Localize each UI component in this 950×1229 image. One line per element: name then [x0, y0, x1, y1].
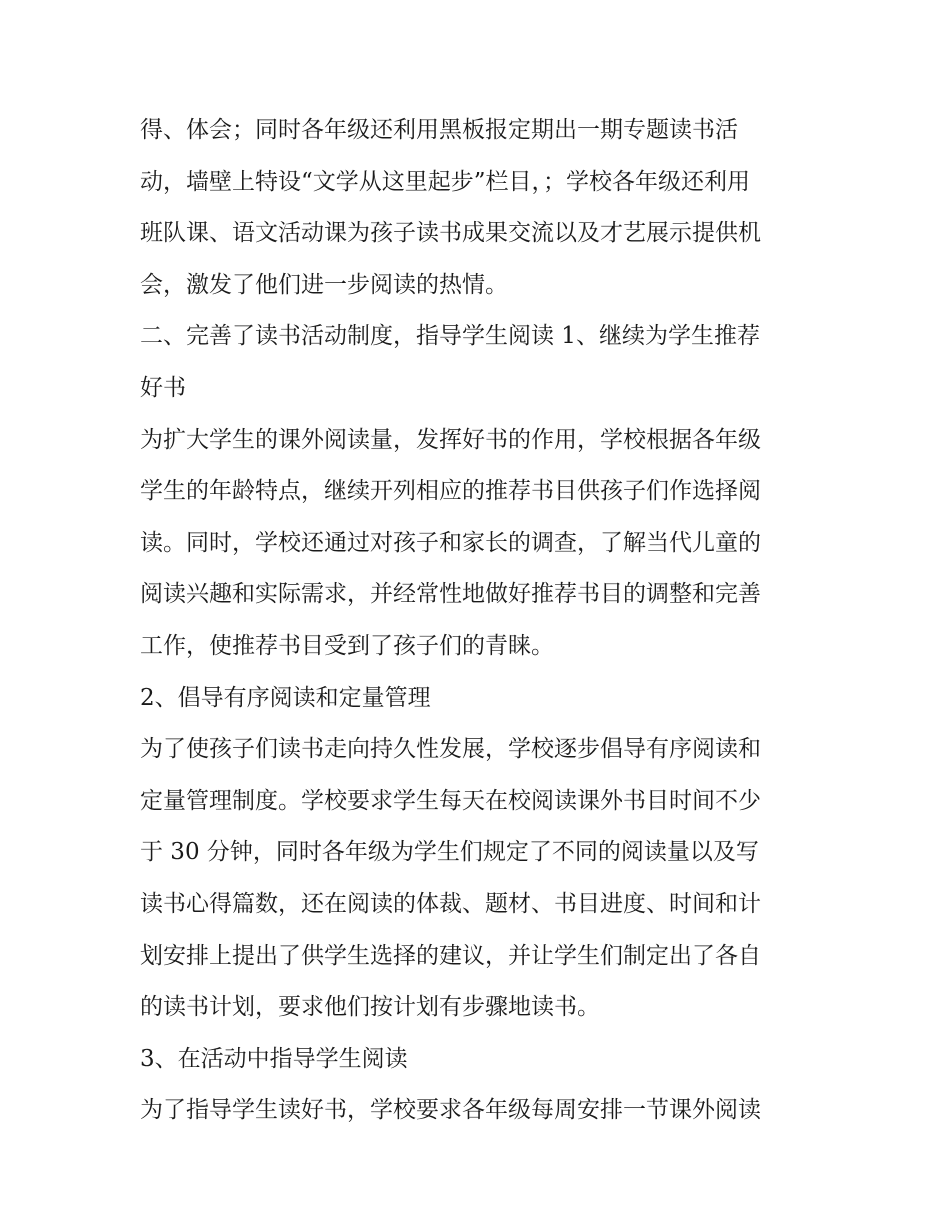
text-line: 阅读兴趣和实际需求，并经常性地做好推荐书目的调整和完善 — [140, 581, 761, 608]
document-body — [140, 105, 820, 1137]
section-heading-line: 好书 — [140, 374, 186, 401]
subheading-line: 2、倡导有序阅读和定量管理 — [140, 684, 431, 711]
text-line: 动，墙壁上特设“文学从这里起步”栏目，；学校各年级还利用 — [140, 168, 751, 195]
subheading-line: 3、在活动中指导学生阅读 — [140, 1045, 408, 1072]
text-line: 为了指导学生读好书，学校要求各年级每周安排一节课外阅读 — [140, 1097, 761, 1124]
text-line: 为了使孩子们读书走向持久性发展，学校逐步倡导有序阅读和 — [140, 736, 761, 763]
text-line: 于 30 分钟，同时各年级为学生们规定了不同的阅读量以及写 — [140, 839, 759, 866]
text-line: 工作，使推荐书目受到了孩子们的青睐。 — [140, 632, 554, 659]
text-line: 班队课、语文活动课为孩子读书成果交流以及才艺展示提供机 — [140, 220, 761, 247]
text-line: 学生的年龄特点，继续开列相应的推荐书目供孩子们作选择阅 — [140, 478, 761, 505]
section-heading-line: 二、完善了读书活动制度，指导学生阅读 1、继续为学生推荐 — [140, 323, 760, 350]
text-line: 读。同时，学校还通过对孩子和家长的调查，了解当代儿童的 — [140, 529, 761, 556]
text-line: 会，激发了他们进一步阅读的热情。 — [140, 271, 508, 298]
text-line: 定量管理制度。学校要求学生每天在校阅读课外书目时间不少 — [140, 787, 761, 814]
text-line: 划安排上提出了供学生选择的建议，并让学生们制定出了各自 — [140, 942, 761, 969]
text-line: 读书心得篇数，还在阅读的体裁、题材、书目进度、时间和计 — [140, 890, 761, 917]
text-line: 为扩大学生的课外阅读量，发挥好书的作用，学校根据各年级 — [140, 426, 761, 453]
text-line: 得、体会；同时各年级还利用黑板报定期出一期专题读书活 — [140, 117, 738, 143]
text-line: 的读书计划，要求他们按计划有步骤地读书。 — [140, 994, 600, 1021]
